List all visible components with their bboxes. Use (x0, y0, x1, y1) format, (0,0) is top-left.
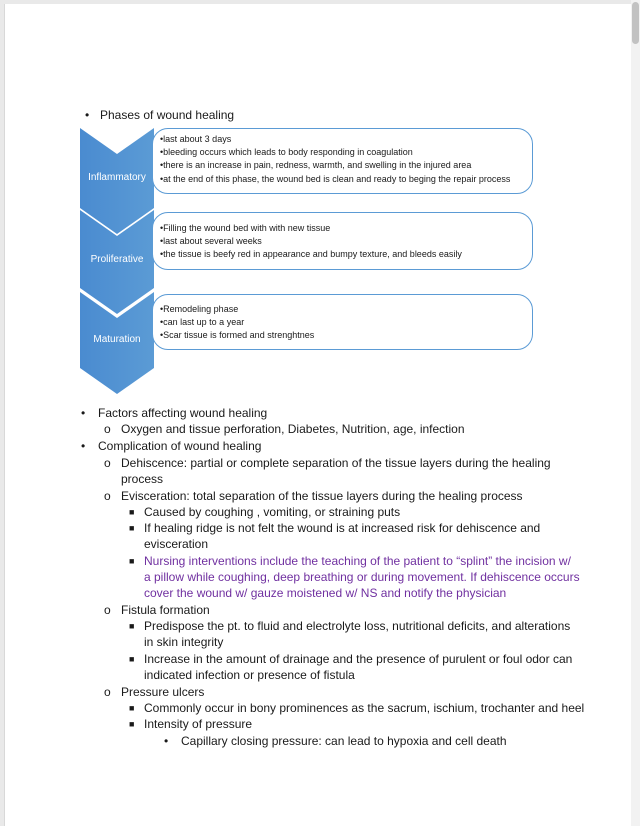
phase-item: •there is an increase in pain, redness, warmth, and swelling in the injured area (160, 160, 472, 171)
document-page (4, 4, 632, 826)
bullet-dot: • (81, 406, 86, 420)
fistula-item: indicated infection or presence of fistula (144, 668, 355, 682)
pressure-heading: Pressure ulcers (121, 685, 205, 699)
phase-item: •the tissue is beefy red in appearance and bumpy texture, and bleeds easily (160, 249, 462, 260)
phase-label-maturation: Maturation (93, 334, 141, 345)
square-bullet: ■ (129, 703, 135, 713)
circle-bullet: o (104, 489, 111, 503)
evisceration-item: Caused by coughing , vomiting, or straining puts (144, 505, 401, 519)
phase-box-maturation (152, 294, 533, 350)
phase-box-proliferative (152, 212, 533, 270)
circle-bullet: o (104, 603, 111, 617)
phase-item: •last about several weeks (160, 236, 262, 247)
phase-item: •at the end of this phase, the wound bed is clean and ready to beging the repair process (160, 173, 511, 184)
phase-label-proliferative: Proliferative (90, 254, 144, 265)
evisceration-line: Evisceration: total separation of the tissue layers during the healing process (121, 489, 523, 503)
nursing-interventions-line: cover the wound w/ gauze moistened w/ NS and notify the physician (144, 586, 507, 600)
phase-label-inflammatory: Inflammatory (88, 172, 146, 183)
phase-item: •bleeding occurs which leads to body responding in coagulation (160, 147, 413, 158)
vertical-scrollbar[interactable] (631, 0, 640, 826)
phase-item: •last about 3 days (160, 134, 232, 144)
bullet-dot: • (164, 734, 169, 748)
scrollbar-thumb[interactable] (632, 2, 639, 44)
square-bullet: ■ (129, 507, 135, 517)
section-heading: Phases of wound healing (100, 108, 235, 122)
phase-box-inflammatory (152, 128, 533, 194)
evisceration-item: evisceration (144, 537, 209, 551)
dehiscence-line: Dehiscence: partial or complete separation of the tissue layers during the healing (121, 456, 551, 470)
bullet-dot: • (81, 439, 86, 453)
phase-item: •can last up to a year (160, 317, 245, 328)
square-bullet: ■ (129, 719, 135, 729)
pressure-item: Intensity of pressure (144, 717, 253, 731)
evisceration-item: If healing ridge is not felt the wound is at increased risk for dehiscence and (144, 521, 541, 535)
square-bullet: ■ (129, 523, 135, 533)
phase-item: •Filling the wound bed with with new tissue (160, 223, 331, 233)
phase-item: •Scar tissue is formed and strenghtnes (160, 330, 315, 341)
fistula-item: in skin integrity (144, 635, 224, 649)
complication-heading: Complication of wound healing (98, 439, 262, 453)
factors-heading: Factors affecting wound healing (98, 406, 268, 420)
circle-bullet: o (104, 456, 111, 470)
square-bullet: ■ (129, 556, 135, 566)
circle-bullet: o (104, 685, 111, 699)
fistula-item: Increase in the amount of drainage and the presence of purulent or foul odor can (144, 652, 573, 666)
nursing-interventions-line: Nursing interventions include the teaching of the patient to “splint” the incision w/ (144, 554, 571, 568)
factors-item: Oxygen and tissue perforation, Diabetes, Nutrition, age, infection (121, 422, 465, 436)
nursing-interventions-line: a pillow while coughing, deep breathing or during movement. If dehiscence occurs (144, 570, 580, 584)
square-bullet: ■ (129, 654, 135, 664)
pressure-subitem: Capillary closing pressure: can lead to hypoxia and cell death (181, 734, 507, 748)
bullet-dot: • (85, 108, 90, 122)
fistula-heading: Fistula formation (121, 603, 210, 617)
circle-bullet: o (104, 422, 111, 436)
dehiscence-line: process (121, 472, 164, 486)
phase-item: •Remodeling phase (160, 304, 239, 314)
pressure-item: Commonly occur in bony prominences as the sacrum, ischium, trochanter and heel (144, 701, 585, 715)
square-bullet: ■ (129, 621, 135, 631)
fistula-item: Predispose the pt. to fluid and electrolyte loss, nutritional deficits, and alterations (144, 619, 571, 633)
